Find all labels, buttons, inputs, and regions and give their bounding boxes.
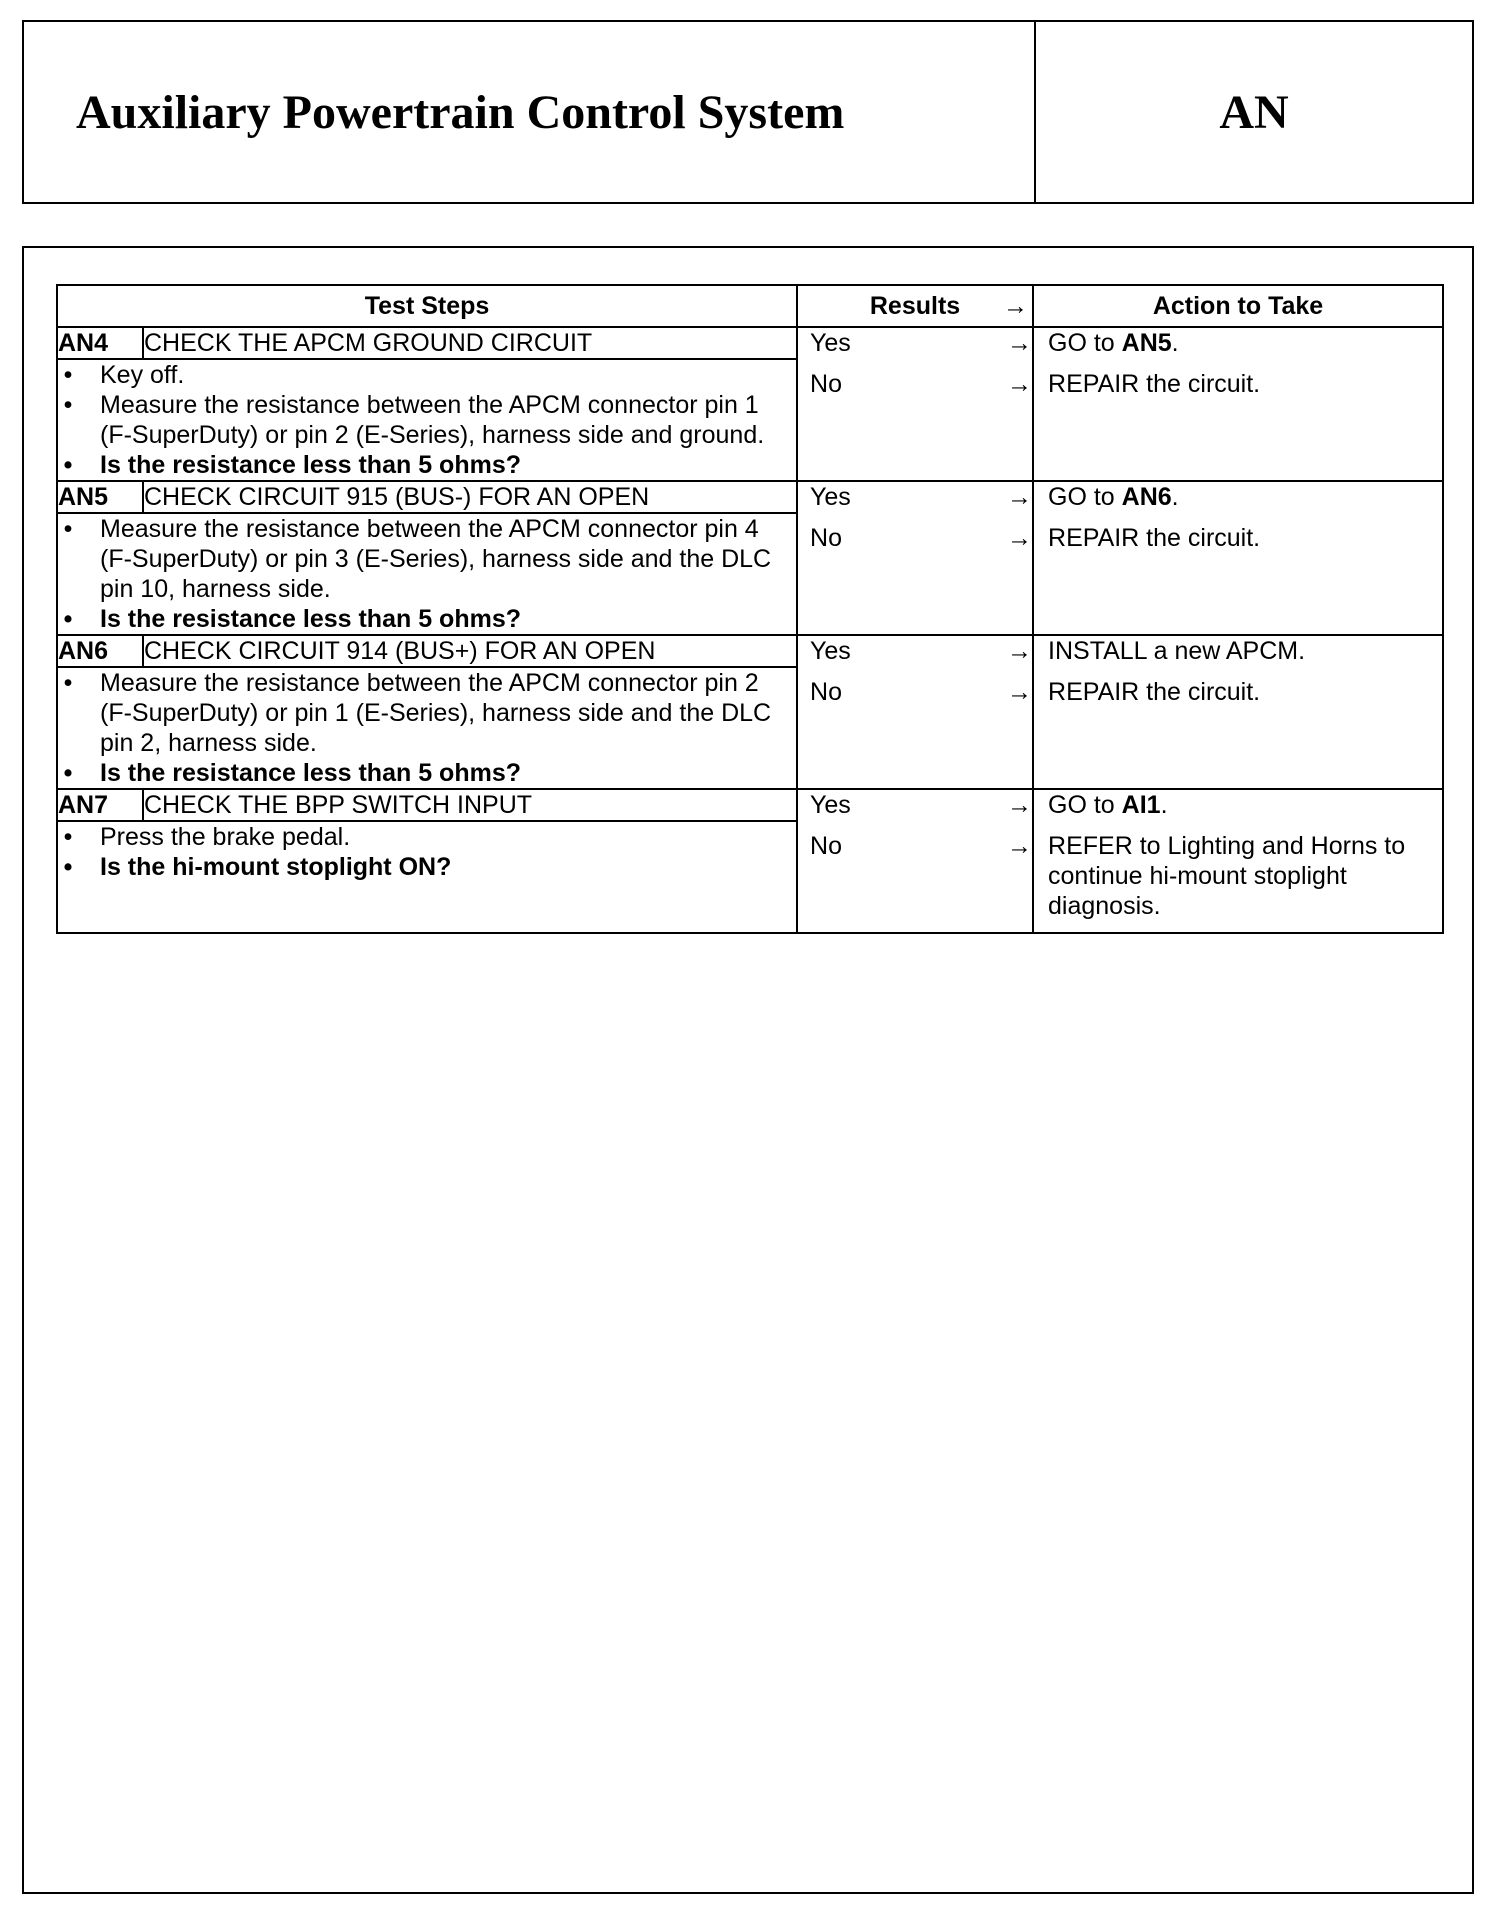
arrow-right-icon: →: [1007, 832, 1033, 860]
step-question: • Is the resistance less than 5 ohms?: [58, 758, 796, 788]
arrow-right-icon: →: [1007, 370, 1033, 398]
result-label: No: [810, 678, 842, 706]
result-label: Yes: [810, 483, 851, 511]
arrow-right-icon: →: [1007, 637, 1033, 665]
header-test-steps: Test Steps: [57, 285, 797, 327]
arrow-right-icon: →: [1007, 678, 1033, 706]
result-label: Yes: [810, 329, 851, 357]
step-title-row: [57, 327, 1443, 359]
action-prefix: GO to: [1048, 483, 1122, 511]
action-cell: [1033, 789, 1443, 933]
step-id: AN5: [57, 481, 143, 513]
step-title: CHECK THE BPP SWITCH INPUT: [143, 789, 797, 821]
results-cell: [797, 481, 1033, 635]
step-instructions: [57, 359, 797, 481]
arrow-right-icon: →: [1007, 329, 1033, 357]
action-step-ref: AN5: [1121, 329, 1172, 357]
content-frame: [22, 246, 1474, 1894]
action-suffix: .: [1171, 483, 1179, 511]
action-cell: [1033, 635, 1443, 789]
action-prefix: GO to: [1048, 329, 1122, 357]
action-cell: [1033, 481, 1443, 635]
instruction-list: [58, 668, 796, 788]
instruction-item: • Measure the resistance between the APCM connector pin 4 (F-SuperDuty) or pin 3 (E-Series), harness side and the DLC pin 10, harness side.: [58, 514, 796, 604]
action-text: [1034, 369, 1442, 399]
header-results-label: Results: [869, 292, 961, 320]
result-row: [798, 677, 1032, 707]
action-cell: [1033, 327, 1443, 481]
result-row: [798, 636, 1032, 666]
step-id: AN4: [57, 327, 143, 359]
section-code: AN: [1219, 85, 1289, 139]
result-label: No: [810, 524, 842, 552]
action-suffix: .: [1171, 329, 1179, 357]
action-text: [1034, 636, 1442, 666]
page-header: [22, 20, 1474, 204]
step-title-row: [57, 481, 1443, 513]
results-cell: [797, 635, 1033, 789]
result-label: Yes: [810, 637, 851, 665]
step-question: • Is the hi-mount stoplight ON?: [58, 852, 796, 882]
step-title: CHECK THE APCM GROUND CIRCUIT: [143, 327, 797, 359]
step-title-row: [57, 635, 1443, 667]
action-prefix: INSTALL a new APCM.: [1048, 637, 1306, 665]
action-prefix: GO to: [1048, 791, 1122, 819]
step-id: AN6: [57, 635, 143, 667]
result-label: No: [810, 370, 842, 398]
action-prefix: REPAIR the circuit.: [1048, 678, 1261, 706]
result-row: [798, 482, 1032, 512]
step-title: CHECK CIRCUIT 915 (BUS-) FOR AN OPEN: [143, 481, 797, 513]
header-results: [797, 285, 1033, 327]
arrow-right-icon: →: [1003, 292, 1029, 320]
result-row: [798, 790, 1032, 820]
arrow-right-icon: →: [1007, 524, 1033, 552]
result-row: [798, 523, 1032, 553]
step-instructions: [57, 667, 797, 789]
instruction-item: • Measure the resistance between the APCM connector pin 2 (F-SuperDuty) or pin 1 (E-Series), harness side and the DLC pin 2, harness side.: [58, 668, 796, 758]
steps-body: [57, 327, 1443, 933]
action-text: [1034, 790, 1442, 820]
instruction-list: [58, 514, 796, 634]
header-action: Action to Take: [1033, 285, 1443, 327]
action-text: [1034, 523, 1442, 553]
action-step-ref: AN6: [1121, 483, 1172, 511]
action-text: [1034, 677, 1442, 707]
results-cell: [797, 327, 1033, 481]
step-instructions: [57, 513, 797, 635]
instruction-list: [58, 822, 796, 882]
instruction-list: [58, 360, 796, 480]
result-label: Yes: [810, 791, 851, 819]
step-title: CHECK CIRCUIT 914 (BUS+) FOR AN OPEN: [143, 635, 797, 667]
result-row: [798, 369, 1032, 399]
action-text: [1034, 831, 1442, 921]
action-suffix: .: [1160, 791, 1168, 819]
page-title: Auxiliary Powertrain Control System: [24, 22, 1036, 202]
action-step-ref: AI1: [1121, 791, 1161, 819]
step-id: AN7: [57, 789, 143, 821]
instruction-item: • Press the brake pedal.: [58, 822, 796, 852]
step-instructions: [57, 821, 797, 933]
step-question: • Is the resistance less than 5 ohms?: [58, 604, 796, 634]
step-title-row: [57, 789, 1443, 821]
instruction-item: • Measure the resistance between the APCM connector pin 1 (F-SuperDuty) or pin 2 (E-Series), harness side and ground.: [58, 390, 796, 450]
action-text: [1034, 328, 1442, 358]
arrow-right-icon: →: [1007, 791, 1033, 819]
results-cell: [797, 789, 1033, 933]
action-prefix: REPAIR the circuit.: [1048, 370, 1261, 398]
action-prefix: REFER to Lighting and Horns to continue hi-mount stoplight diagnosis.: [1048, 832, 1406, 920]
result-label: No: [810, 832, 842, 860]
arrow-right-icon: →: [1007, 483, 1033, 511]
result-row: [798, 328, 1032, 358]
test-steps-table: [56, 284, 1444, 934]
action-prefix: REPAIR the circuit.: [1048, 524, 1261, 552]
table-header-row: [57, 285, 1443, 327]
result-row: [798, 831, 1032, 861]
action-text: [1034, 482, 1442, 512]
step-question: • Is the resistance less than 5 ohms?: [58, 450, 796, 480]
instruction-item: • Key off.: [58, 360, 796, 390]
